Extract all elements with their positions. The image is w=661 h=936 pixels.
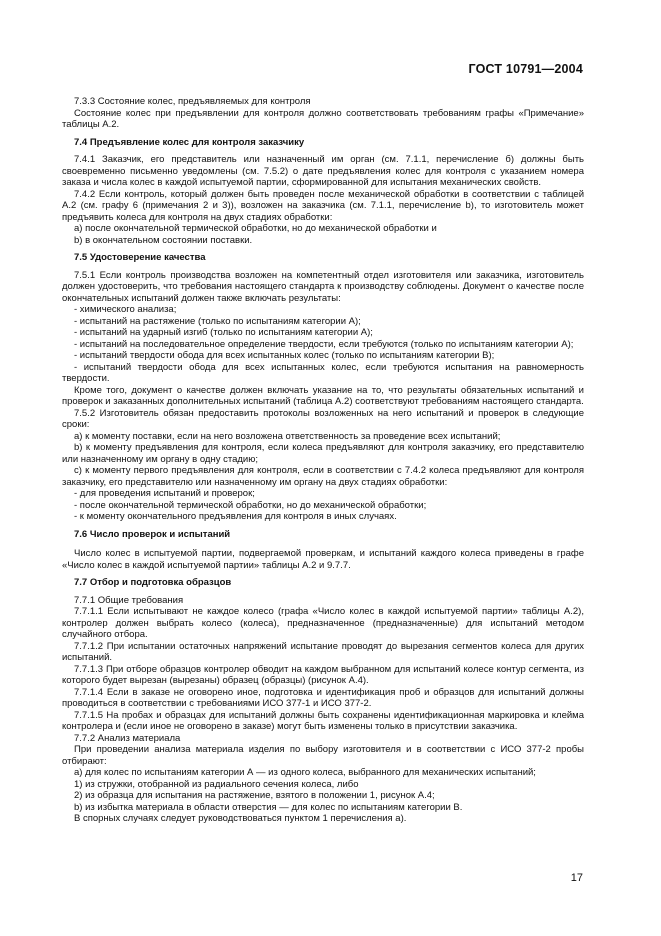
section-heading: 7.5 Удостоверение качества bbox=[74, 252, 206, 263]
document-body bbox=[62, 96, 584, 825]
section-heading: 7.6 Число проверок и испытаний bbox=[74, 528, 231, 540]
paragraph: Кроме того, документ о качестве должен включать указание на то, что результаты обязательных испытаний и проверок и заказанных дополнительных испытаний (таблица А.2) соответствуют требованиям настоящего стандарта. bbox=[62, 384, 584, 407]
section-heading: 7.7 Отбор и подготовка образцов bbox=[74, 577, 232, 588]
paragraph: 7.5.1 Если контроль производства возложен на компетентный отдел изготовителя или заказчика, изготовитель должен удостоверить, что требования настоящего стандарта к производству соблюдены. Документ о качестве после окончательных испытаний должен также включать результаты: bbox=[62, 269, 584, 304]
paragraph: с) к моменту первого предъявления для контроля, если в соответствии с 7.4.2 колеса предъявляют для контроля заказчику, его представителю или назначенному им органу на двух стадиях обработки: bbox=[62, 465, 584, 488]
paragraph: - после окончательной термической обработки, но до механической обработки; bbox=[74, 499, 427, 511]
paragraph: Число колес в испытуемой партии, подвергаемой проверкам, и испытаний каждого колеса приведены в графе «Число колес в каждой испытуемой партии» таблицы А.2 и 9.7.7. bbox=[62, 548, 584, 571]
paragraph: - к моменту окончательного предъявления для контроля в иных случаях. bbox=[74, 511, 397, 522]
paragraph: 7.3.3 Состояние колес, предъявляемых для контроля bbox=[74, 96, 311, 107]
paragraph: b) в окончательном состоянии поставки. bbox=[74, 234, 253, 246]
paragraph: - испытаний твердости обода для всех испытанных колес, если требуются испытания на равномерность твердости. bbox=[62, 361, 584, 384]
paragraph: 7.4.1 Заказчик, его представитель или назначенный им орган (см. 7.1.1, перечисление б) должны быть своевременно письменно уведомлены (см. 7.5.2) о дате предъявления колес для контроля с указанием номера заказа и числа колес в каждой испытуемой партии, сформированной для испытания механических свойств. bbox=[62, 154, 584, 188]
paragraph: - испытаний на последовательное определение твердости, если требуются (только по испытаниям категории А); bbox=[74, 338, 574, 350]
paragraph: 7.7.1.5 На пробах и образцах для испытаний должны быть сохранены идентификационная маркировка и клейма контролера и (если иное не оговорено в заказе) могут быть изменены только в присутствии заказчика. bbox=[62, 709, 584, 732]
paragraph: а) после окончательной термической обработки, но до механической обработки и bbox=[74, 223, 437, 234]
paragraph: b) из избытка материала в области отверстия — для колес по испытаниям категории В. bbox=[74, 801, 463, 813]
paragraph: 7.7.1.1 Если испытывают не каждое колесо (графа «Число колес в каждой испытуемой партии» таблицы А.2), контролер должен выбрать колесо (колеса), предназначенное (предназначенные) для испытаний методом случайного отбора. bbox=[62, 606, 584, 640]
section-heading: 7.4 Предъявление колес для контроля заказчику bbox=[74, 136, 305, 148]
page-number: 17 bbox=[570, 872, 583, 884]
paragraph: 7.7.2 Анализ материала bbox=[74, 732, 181, 744]
paragraph: В спорных случаях следует руководствоваться пунктом 1 перечисления а). bbox=[74, 813, 407, 824]
paragraph: - химического анализа; bbox=[74, 304, 177, 315]
paragraph: 7.4.2 Если контроль, который должен быть проведен после механической обработки в соответствии с таблицей А.2 (см. графу 6 (примечания 2 и 3)), возложен на заказчика (см. 7.1.1, перечисление b), то изготовитель может предъявить колеса для контроля на двух стадиях обработки: bbox=[62, 188, 584, 223]
paragraph: - испытаний твердости обода для всех испытанных колес (только по испытаниям категории В); bbox=[74, 350, 495, 361]
paragraph: - испытаний на ударный изгиб (только по испытаниям категории А); bbox=[74, 327, 373, 338]
paragraph: Состояние колес при предъявлении для контроля должно соответствовать требованиям графы «Примечание» таблицы А.2. bbox=[62, 107, 584, 130]
page-header: ГОСТ 10791—2004 bbox=[468, 62, 583, 76]
paragraph: 7.7.1.3 При отборе образцов контролер обводит на каждом выбранном для испытаний колесе контур сегмента, из которого будет вырезан (вырезаны) образец (образцы) (рисунок А.4). bbox=[62, 663, 584, 686]
paragraph: При проведении анализа материала изделия по выбору изготовителя и в соответствии с ИСО 377-2 пробы отбирают: bbox=[62, 744, 584, 767]
paragraph: а) для колес по испытаниям категории А — из одного колеса, выбранного для механических испытаний; bbox=[74, 767, 536, 778]
paragraph: а) к моменту поставки, если на него возложена ответственность за проведение всех испытаний; bbox=[74, 430, 501, 442]
paragraph: 1) из стружки, отобранной из радиального сечения колеса, либо bbox=[74, 778, 359, 790]
paragraph: 2) из образца для испытания на растяжение, взятого в положении 1, рисунок А.4; bbox=[74, 790, 435, 801]
paragraph: - для проведения испытаний и проверок; bbox=[74, 488, 255, 499]
paragraph: 7.7.1.2 При испытании остаточных напряжений испытание проводят до вырезания сегментов колеса для других испытаний. bbox=[62, 640, 584, 663]
paragraph: 7.7.1 Общие требования bbox=[74, 594, 184, 606]
paragraph: b) к моменту предъявления для контроля, если колеса предъявляют для контроля заказчику, его представителю или назначенному им органу в одну стадию; bbox=[62, 442, 584, 465]
paragraph: - испытаний на растяжение (только по испытаниям категории А); bbox=[74, 315, 361, 327]
paragraph: 7.7.1.4 Если в заказе не оговорено иное, подготовка и идентификация проб и образцов для испытаний должны проводиться в соответствии с требованиями ИСО 377-1 и ИСО 377-2. bbox=[62, 686, 584, 709]
paragraph: 7.5.2 Изготовитель обязан предоставить протоколы возложенных на него испытаний и проверок в следующие сроки: bbox=[62, 407, 584, 430]
